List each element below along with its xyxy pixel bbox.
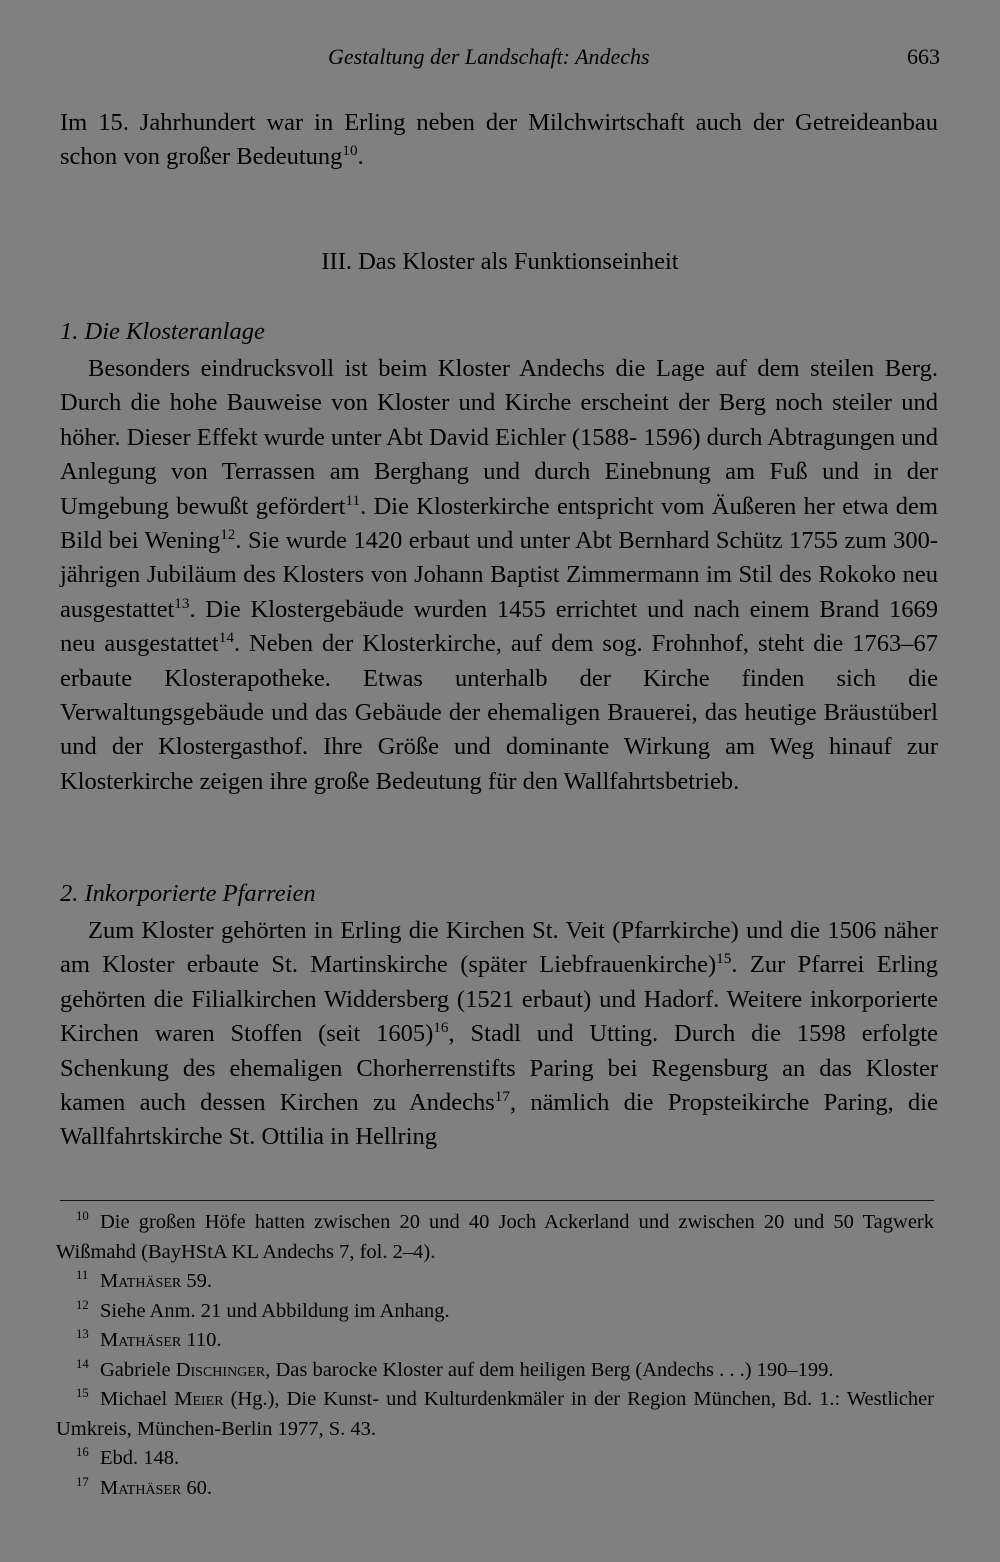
paragraph-text: Zum Kloster gehörten in Erling die Kirchen St. Veit (Pfarrkirche) und die 1506 näher am Kloster erbaute St. Martinskirche (später Liebfrauenkirche): [60, 917, 938, 979]
footnote-ref: 10: [342, 142, 358, 160]
footnote: 17 Mathäser 60.: [76, 1474, 212, 1499]
footnote: 12 Siehe Anm. 21 und Abbildung im Anhang.: [76, 1297, 450, 1322]
footnote-text: 110.: [181, 1329, 222, 1351]
author-name: Dischinger: [175, 1358, 266, 1381]
footnote-ref: 14: [218, 629, 234, 647]
footnote-ref: 11: [345, 491, 361, 509]
paragraph-text: . Die Klosterkirche entspricht vom Äußeren her etwa dem Bild bei Wening: [60, 492, 938, 555]
paragraph-text: Besonders eindrucksvoll ist beim Kloster Andechs die Lage auf dem steilen Berg. Durch die hohe Bauweise von Kloster und Kirche erscheint der Berg noch steiler und höher. Dieser Effekt wurde unter Abt David Eichler (1588- 1596) durch Abtragungen und Anlegung von Terrassen am Berghang und durch Einebnung am Fuß und in der Umgebung bewußt gefördert: [60, 355, 938, 520]
footnote-ref: 16: [433, 1019, 449, 1037]
author-name: Meier: [174, 1388, 224, 1410]
footnote-text: Siehe Anm. 21 und Abbildung im Anhang.: [100, 1299, 450, 1322]
footnote-text: Die großen Höfe hatten zwischen 20 und 40 Joch Ackerland und zwischen 20 und 50 Tagwerk Wißmahd (BayHStA KL Andechs 7, fol. 2–4).: [56, 1211, 934, 1263]
footnote: 13 Mathäser 110.: [76, 1327, 222, 1351]
paragraph-text: . Die Klostergebäude wurden 1455 errichtet und nach einem Brand 1669 neu ausgestattet: [60, 595, 938, 658]
paragraph-text: . Neben der Klosterkirche, auf dem sog. Frohnhof, steht die 1763–67 erbaute Klosterapotheke. Etwas unterhalb der Kirche finden sich die Verwaltungsgebäude und das Gebäude der ehemaligen Brauerei, das heutige Bräustüberl und der Klostergasthof. Ihre Größe und dominante Wirkung am Weg hinauf zur Klosterkirche zeigen ihre große Bedeutung für den Wallfahrtsbetrieb.: [60, 630, 938, 795]
running-title: Gestaltung der Landschaft: Andechs: [328, 44, 650, 69]
running-header: [60, 44, 940, 78]
paragraph-klosteranlage: [60, 352, 938, 799]
author-name: Mathäser: [100, 1476, 182, 1499]
paragraph-text: . Sie wurde 1420 erbaut und unter Abt Bernhard Schütz 1755 zum 300-jährigen Jubiläum des Klosters von Johann Baptist Zimmermann im Stil des Rokoko neu ausgestattet: [60, 527, 938, 623]
paragraph-text: . Zur Pfarrei Erling gehörten die Filialkirchen Widdersberg (1521 erbaut) und Hadorf. Weitere inkorporierte Kirchen waren Stoffen (seit 1605): [60, 951, 938, 1048]
footnote-text: 59.: [181, 1270, 212, 1292]
footnote-ref: 17: [494, 1087, 510, 1105]
section-heading: III. Das Kloster als Funktionseinheit: [321, 248, 679, 275]
footnote: 16 Ebd. 148.: [76, 1445, 180, 1469]
footnote-text: (Hg.), Die Kunst- und Kulturdenkmäler in der Region München, Bd. 1.: Westlicher Umkreis, München-Berlin 1977, S. 43.: [56, 1388, 934, 1440]
footnotes: [56, 1208, 934, 1503]
author-name: Mathäser: [100, 1329, 182, 1351]
footnote: 14 Gabriele Dischinger, Das barocke Kloster auf dem heiligen Berg (Andechs . . .) 190–199.: [76, 1356, 834, 1381]
intro-end: .: [357, 143, 364, 171]
footnote-ref: 15: [716, 950, 732, 968]
author-name: Mathäser: [100, 1270, 182, 1292]
paragraph-pfarreien: [60, 914, 938, 1155]
paragraph-text: , nämlich die Propsteikirche Paring, die Wallfahrtskirche St. Ottilia in Hellring: [60, 1089, 938, 1151]
footnote-divider: [60, 1200, 934, 1201]
footnote-text: Ebd. 148.: [100, 1447, 180, 1469]
footnote-text: Michael: [100, 1388, 175, 1410]
page-number: 663: [907, 44, 940, 69]
footnote-text: Gabriele: [100, 1358, 176, 1381]
subsection-heading-klosteranlage: 1. Die Klosteranlage: [60, 318, 265, 345]
paragraph-text: , Stadl und Utting. Durch die 1598 erfolgte Schenkung des ehemaligen Chorherrenstifts Paring bei Regensburg an das Kloster kamen auch dessen Kirchen zu Andechs: [60, 1020, 938, 1117]
subsection-heading-pfarreien: 2. Inkorporierte Pfarreien: [60, 880, 316, 907]
footnote-ref: 13: [174, 594, 190, 612]
footnote-ref: 12: [220, 525, 236, 543]
footnote: 15 Michael Meier (Hg.), Die Kunst- und Kulturdenkmäler in der Region München, Bd. 1.: Westlicher Umkreis, München-Berlin 1977, S. 43.: [56, 1386, 934, 1440]
footnote-text: 60.: [181, 1476, 212, 1499]
intro-text: Im 15. Jahrhundert war in Erling neben der Milchwirtschaft auch der Getreideanbau schon von großer Bedeutung: [60, 109, 938, 171]
footnote-text: , Das barocke Kloster auf dem heiligen Berg (Andechs . . .) 190–199.: [265, 1358, 834, 1381]
footnote: 10 Die großen Höfe hatten zwischen 20 und 40 Joch Ackerland und zwischen 20 und 50 Tagwerk Wißmahd (BayHStA KL Andechs 7, fol. 2–4).: [56, 1209, 934, 1263]
intro-paragraph: [60, 106, 938, 175]
footnote: 11 Mathäser 59.: [76, 1268, 212, 1292]
